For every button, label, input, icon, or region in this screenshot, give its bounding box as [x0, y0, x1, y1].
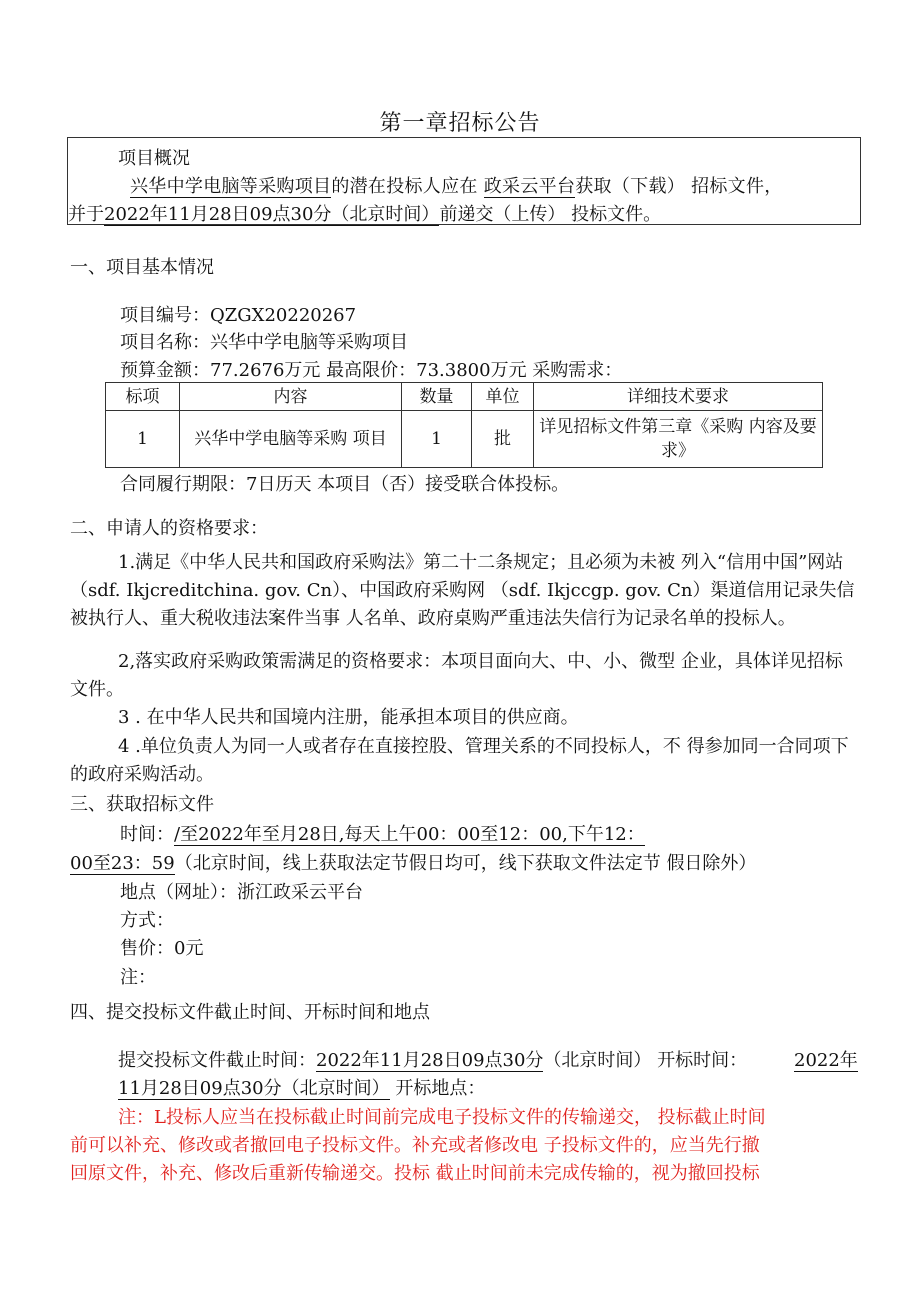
table-cell: 批 — [472, 411, 534, 468]
table-cell: 兴华中学电脑等采购 项目 — [180, 411, 402, 468]
chapter-title — [0, 106, 920, 137]
requirements-table — [105, 382, 823, 468]
time-line-1 — [120, 820, 645, 846]
overview-text: 的潜在投标人应在 — [331, 176, 478, 197]
overview-text-tail: 前递交（上传） 投标文件。 — [439, 204, 662, 225]
project-name: 项目名称：兴华中学电脑等采购项目 — [120, 332, 408, 353]
table-row — [106, 411, 823, 468]
afternoon-time: 00至23：59 — [70, 853, 175, 874]
overview-text-end: 获取（下载） 招标文件， — [575, 176, 783, 197]
budget-line: 预算金额：77.2676万元 最高限价：73.3800万元 采购需求： — [120, 360, 623, 381]
table-header: 单位 — [472, 383, 534, 411]
deadline-time: 2022年11月28日09点30分 — [316, 1050, 544, 1071]
price-line: 售价：0元 — [120, 938, 204, 959]
overview-text-start: 并于 — [68, 204, 104, 225]
table-cell: 1 — [106, 411, 180, 468]
overview-line-1 — [130, 172, 783, 198]
submission-deadline: 2022年11月28日09点30分（北京时间） — [104, 204, 440, 225]
time-note: （北京时间，线上获取法定节假日均可，线下获取文件法定节 假日除外） — [174, 853, 757, 874]
project-name-link: 兴华中学电脑等采购项目 — [130, 176, 332, 197]
table-cell: 详见招标文件第三章《采购 内容及要求》 — [534, 411, 823, 468]
section-4-heading: 四、提交投标文件截止时间、开标时间和地点 — [70, 1002, 430, 1023]
platform-name: 政采云平台 — [483, 176, 576, 197]
table-cell: 1 — [402, 411, 472, 468]
red-note-line-1: 注：L投标人应当在投标截止时间前完成电子投标文件的传输递交， 投标截止时间 — [118, 1107, 766, 1128]
table-header: 内容 — [180, 383, 402, 411]
qualification-item-2: 2,落实政府采购政策需满足的资格要求：本项目面向大、中、小、微型 企业，具体详见招标文件。 — [70, 651, 843, 700]
chapter-title-text: 第一章招标公告 — [379, 111, 541, 136]
deadline-mid: （北京时间） 开标时间： — [543, 1050, 748, 1071]
time-line-2 — [70, 849, 756, 875]
overview-heading: 项目概况 — [118, 148, 190, 169]
project-number: 项目编号：QZGX20220267 — [120, 305, 357, 326]
table-header-row — [106, 383, 823, 411]
deadline-line — [118, 1046, 747, 1072]
red-note-line-3: 回原文件，补充、修改后重新传输递交。投标 截止时间前未完成传输的，视为撤回投标 — [70, 1163, 760, 1184]
section-3-heading: 三、获取招标文件 — [70, 794, 214, 815]
overview-box — [67, 137, 861, 225]
section-2-heading: 二、申请人的资格要求： — [70, 518, 268, 539]
time-value: /至2022年至月28日,每天上午00：00至12：00,下午12： — [174, 824, 645, 845]
table-header: 详细技术要求 — [534, 383, 823, 411]
note-line: 注： — [120, 967, 156, 988]
qualification-item-3: 3 . 在中华人民共和国境内注册，能承担本项目的供应商。 — [118, 707, 579, 728]
qualification-item-1: 1.满足《中华人民共和国政府采购法》第二十二条规定；且必须为未被 列入“信用中国”网站（sdf. Ikjcreditchina. gov. Cn）、中国政府采购网 （sdf. Ikjccgp. gov. Cn）渠道信用记录失信被执行人、重大税收违法案件当事 人名单、政府桌购严重违法失信行为记录名单的投标人。 — [70, 552, 855, 629]
opening-year — [794, 1046, 858, 1072]
section-1-heading: 一、项目基本情况 — [70, 257, 214, 278]
opening-line — [118, 1074, 485, 1100]
table-header: 数量 — [402, 383, 472, 411]
qualification-item-4: 4 .单位负责人为同一人或者存在直接控股、管理关系的不同投标人，不 得参加同一合同项下的政府采购活动。 — [70, 736, 849, 785]
red-note-line-2: 前可以补充、修改或者撤回电子投标文件。补充或者修改电 子投标文件的，应当先行撤 — [70, 1135, 760, 1156]
overview-line-2 — [68, 200, 661, 226]
time-label: 时间： — [120, 824, 174, 845]
method-line: 方式： — [120, 910, 174, 931]
opening-year-text: 2022年 — [794, 1050, 858, 1071]
table-header: 标项 — [106, 383, 180, 411]
opening-place-label: 开标地点： — [395, 1078, 486, 1099]
opening-time: 11月28日09点30分（北京时间） — [118, 1078, 390, 1099]
place-line: 地点（网址）：浙江政采云平台 — [120, 882, 363, 903]
contract-period: 合同履行期限：7日历天 本项目（否）接受联合体投标。 — [120, 474, 570, 495]
deadline-label: 提交投标文件截止时间： — [118, 1050, 316, 1071]
